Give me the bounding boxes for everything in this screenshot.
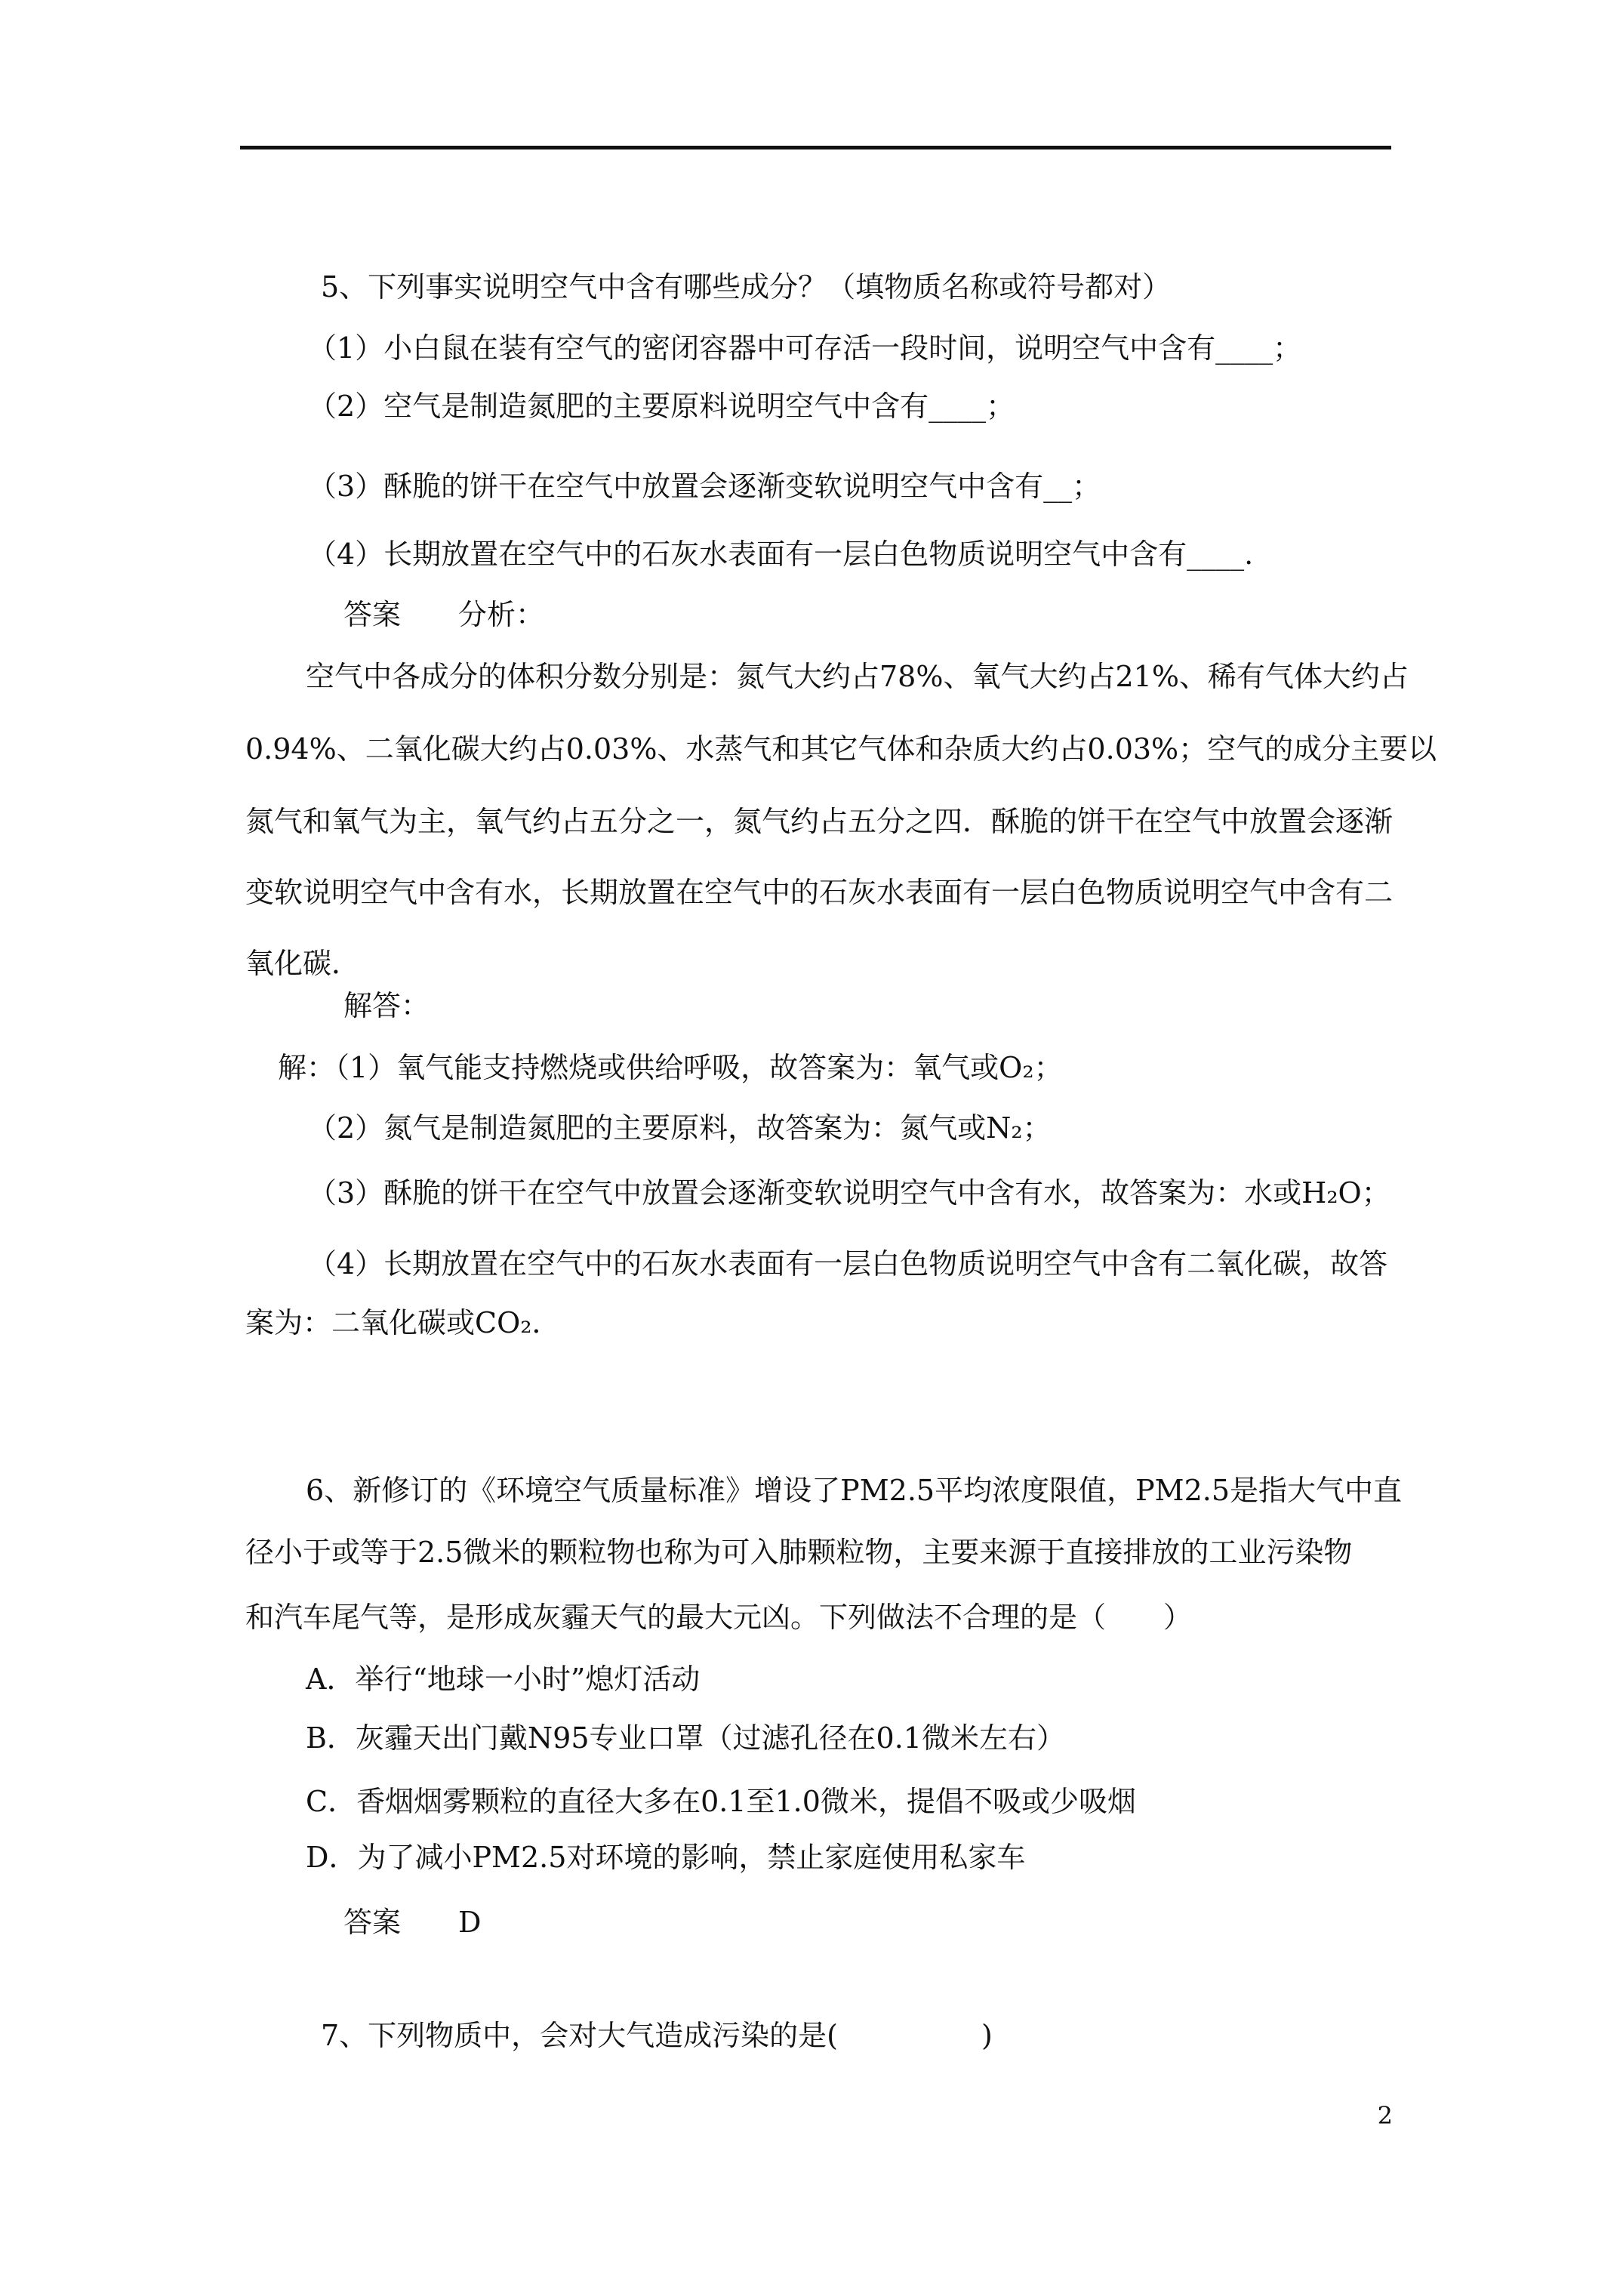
q5-analysis-line: 氧化碳． — [245, 947, 361, 980]
question-6-stem: 6、新修订的《环境空气质量标准》增设了PM2.5平均浓度限值，PM2.5是指大气中直 — [306, 1474, 1403, 1507]
q5-solution-heading: 解答： — [343, 989, 430, 1022]
page-number: 2 — [1377, 2101, 1393, 2130]
q6-option-d: D．为了减小PM2.5对环境的影响，禁止家庭使用私家车 — [306, 1841, 1026, 1874]
q5-item-2: （2）空气是制造氮肥的主要原料说明空气中含有____； — [308, 390, 1015, 423]
q6-option-c: C．香烟烟雾颗粒的直径大多在0.1至1.0微米，提倡不吸或少吸烟 — [306, 1785, 1136, 1818]
q5-item-4: （4）长期放置在空气中的石灰水表面有一层白色物质说明空气中含有____. — [308, 538, 1254, 571]
q5-solution-line: （3）酥脆的饼干在空气中放置会逐渐变软说明空气中含有水，故答案为：水或H₂O； — [308, 1176, 1390, 1210]
q5-item-1: （1）小白鼠在装有空气的密闭容器中可存活一段时间，说明空气中含有____； — [308, 331, 1302, 365]
question-6-stem: 径小于或等于2.5微米的颗粒物也称为可入肺颗粒物，主要来源于直接排放的工业污染物 — [245, 1536, 1353, 1569]
question-5-stem: 5、下列事实说明空气中含有哪些成分？（填物质名称或符号都对） — [321, 270, 1172, 304]
question-6-stem: 和汽车尾气等，是形成灰霾天气的最大元凶。下列做法不合理的是（ ） — [245, 1601, 1193, 1634]
q5-analysis-line: 氮气和氧气为主，氧气约占五分之一，氮气约占五分之四．酥脆的饼干在空气中放置会逐渐 — [245, 805, 1394, 838]
q6-answer: 答案 D — [343, 1906, 482, 1939]
q5-answer-heading: 答案 分析： — [343, 598, 545, 631]
q5-solution-line: 案为：二氧化碳或CO₂． — [245, 1306, 561, 1339]
header-rule — [240, 146, 1391, 149]
question-7-stem: 7、下列物质中，会对大气造成污染的是( ) — [321, 2019, 993, 2052]
q6-option-b: B．灰霾天出门戴N95专业口罩（过滤孔径在0.1微米左右） — [306, 1721, 1065, 1755]
q5-analysis-line: 变软说明空气中含有水，长期放置在空气中的石灰水表面有一层白色物质说明空气中含有二 — [245, 876, 1394, 909]
q5-analysis-line: 0.94%、二氧化碳大约占0.03%、水蒸气和其它气体和杂质大约占0.03%；空气的成分主要以 — [245, 732, 1437, 766]
q5-analysis-line: 空气中各成分的体积分数分别是：氮气大约占78%、氧气大约占21%、稀有气体大约占 — [306, 660, 1409, 693]
q5-solution-line: （4）长期放置在空气中的石灰水表面有一层白色物质说明空气中含有二氧化碳，故答 — [308, 1247, 1388, 1281]
q6-option-a: A．举行“地球一小时”熄灯活动 — [306, 1663, 701, 1696]
q5-item-3: （3）酥脆的饼干在空气中放置会逐渐变软说明空气中含有__； — [308, 470, 1101, 503]
q5-solution-line: 解：（1）氧气能支持燃烧或供给呼吸，故答案为：氧气或O₂； — [278, 1051, 1063, 1084]
q5-solution-line: （2）氮气是制造氮肥的主要原料，故答案为：氮气或N₂； — [308, 1111, 1052, 1145]
